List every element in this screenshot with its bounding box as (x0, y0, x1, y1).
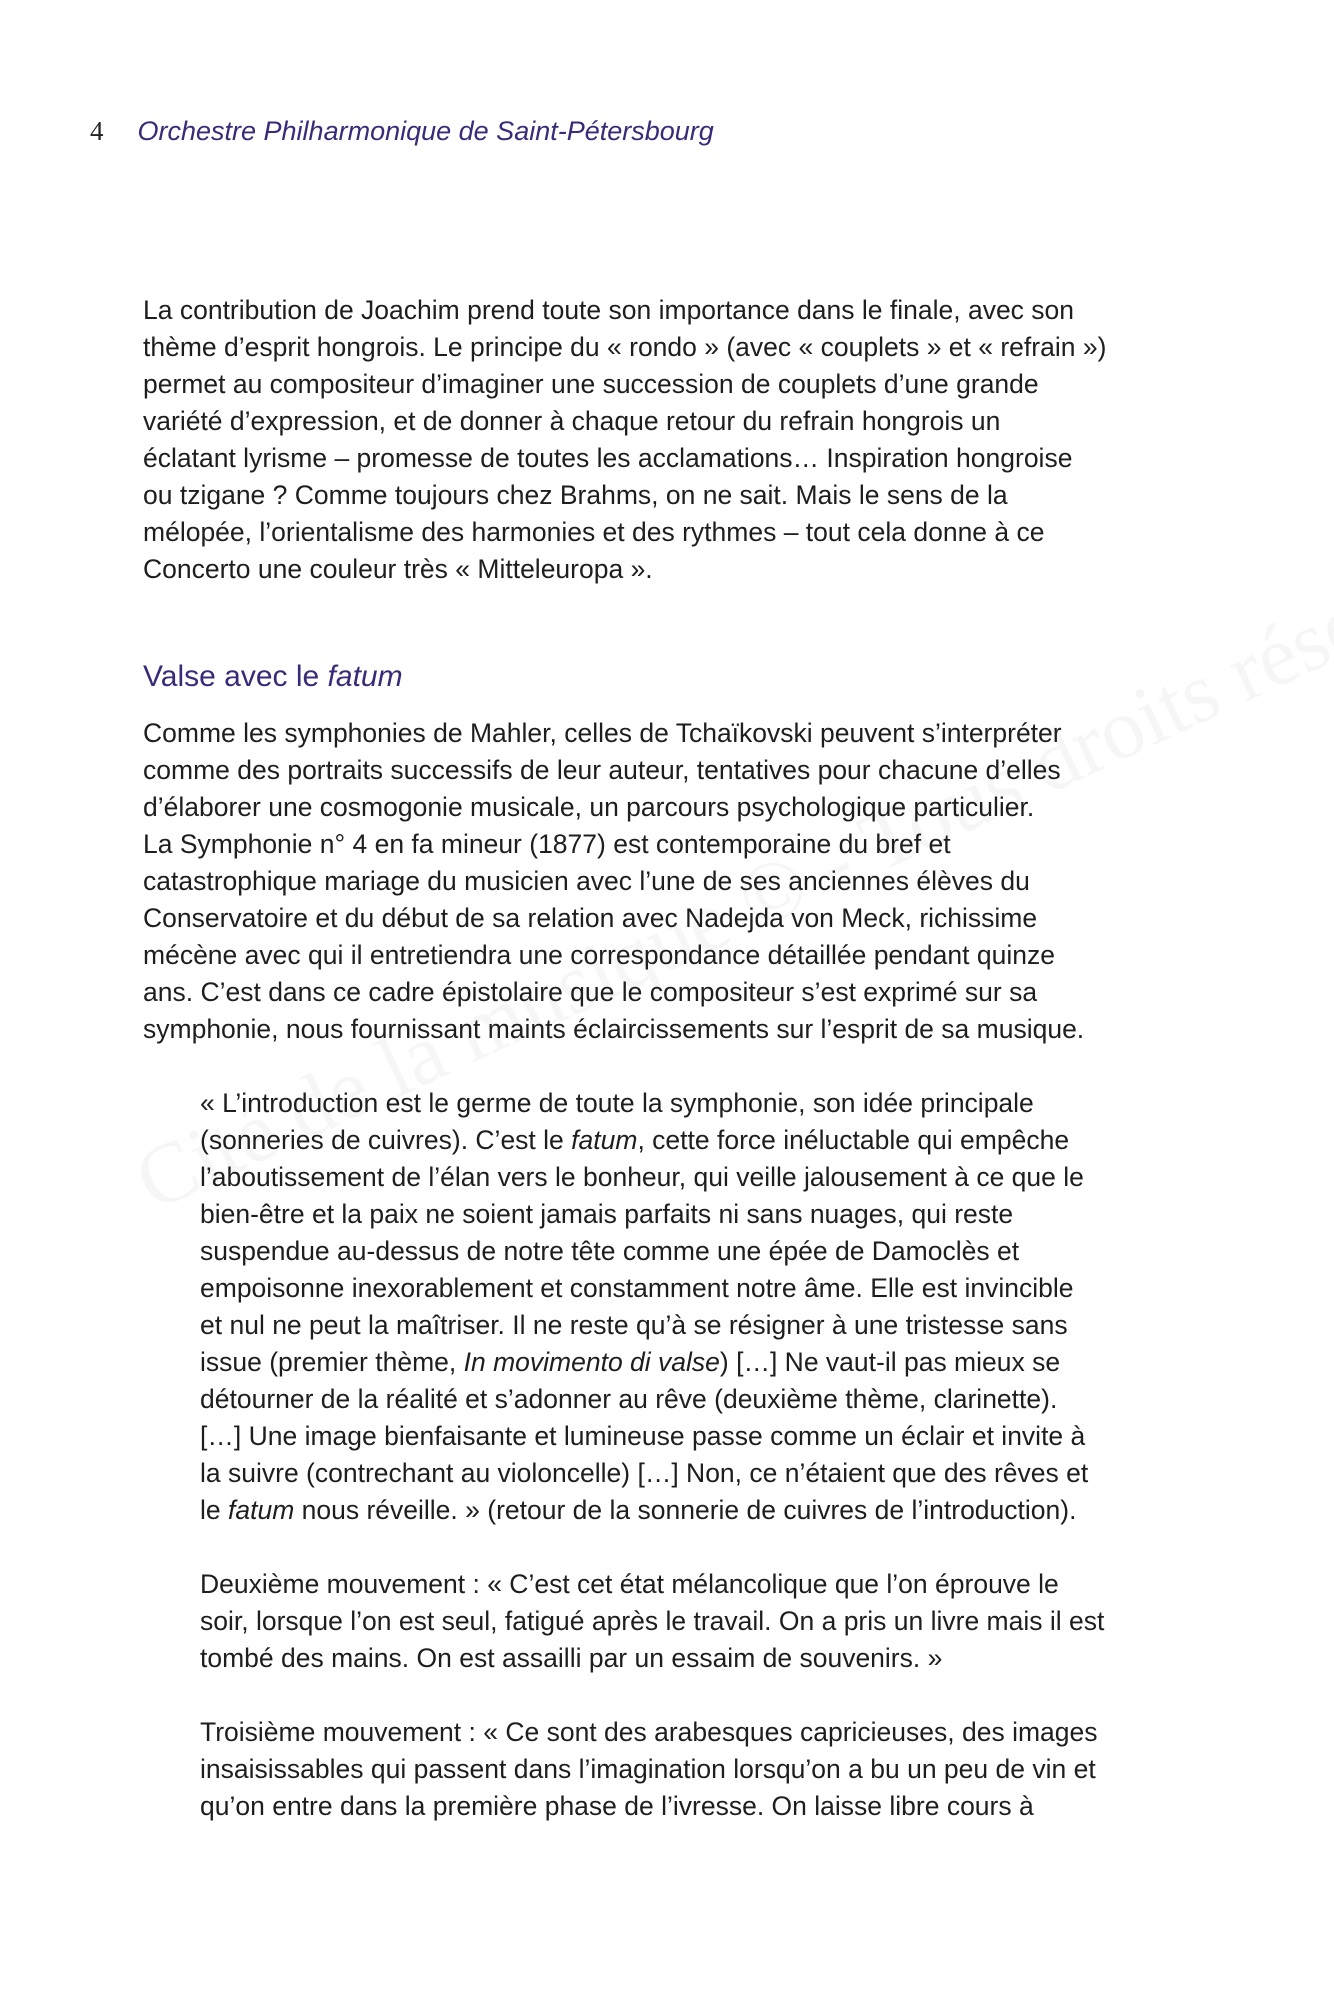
text-line: Troisième mouvement : « Ce sont des arabesques capricieuses, des images (200, 1717, 1098, 1747)
text-line: empoisonne inexorablement et constamment notre âme. Elle est invincible (200, 1273, 1074, 1303)
text-line: Deuxième mouvement : « C’est cet état mélancolique que l’on éprouve le (200, 1569, 1059, 1599)
text-line: détourner de la réalité et s’adonner au rêve (deuxième thème, clarinette). (200, 1384, 1058, 1414)
text-span: nous réveille. » (retour de la sonnerie de cuivres de l’introduction). (294, 1495, 1077, 1525)
text-line: d’élaborer une cosmogonie musicale, un parcours psychologique particulier. (143, 792, 1035, 822)
text-line: ans. C’est dans ce cadre épistolaire que le compositeur s’est exprimé sur sa (143, 977, 1038, 1007)
text-line (200, 1492, 1203, 1529)
intro-paragraph (143, 292, 1203, 588)
text-line: catastrophique mariage du musicien avec l’une de ses anciennes élèves du (143, 866, 1030, 896)
running-header (90, 116, 714, 147)
text-line: tombé des mains. On est assailli par un essaim de souvenirs. » (200, 1643, 943, 1673)
quote-third-movement (200, 1714, 1203, 1825)
text-line: la suivre (contrechant au violoncelle) […] Non, ce n’étaient que des rêves et (200, 1458, 1089, 1488)
text-line: ou tzigane ? Comme toujours chez Brahms, on ne sait. Mais le sens de la (143, 480, 1008, 510)
text-line: mécène avec qui il entretiendra une correspondance détaillée pendant quinze (143, 940, 1055, 970)
text-line: permet au compositeur d’imaginer une succession de couplets d’une grande (143, 369, 1039, 399)
text-line: Concerto une couleur très « Mitteleuropa ». (143, 554, 653, 584)
heading-text: Valse avec le (143, 660, 328, 693)
emphasis: fatum (571, 1125, 638, 1155)
text-line: Conservatoire et du début de sa relation avec Nadejda von Meck, richissime (143, 903, 1038, 933)
text-span: , cette force inéluctable qui empêche (637, 1125, 1070, 1155)
text-line: soir, lorsque l’on est seul, fatigué après le travail. On a pris un livre mais il est (200, 1606, 1105, 1636)
text-line: […] Une image bienfaisante et lumineuse passe comme un éclair et invite à (200, 1421, 1086, 1451)
text-line: l’aboutissement de l’élan vers le bonheur, qui veille jalousement à ce que le (200, 1162, 1084, 1192)
text-line: qu’on entre dans la première phase de l’ivresse. On laisse libre cours à (200, 1791, 1034, 1821)
text-line: insaisissables qui passent dans l’imagination lorsqu’on a bu un peu de vin et (200, 1754, 1096, 1784)
heading-emphasis: fatum (327, 660, 403, 693)
text-line: « L’introduction est le germe de toute la symphonie, son idée principale (200, 1088, 1034, 1118)
emphasis: In movimento di valse (463, 1347, 720, 1377)
text-line (200, 1344, 1203, 1381)
text-span: (sonneries de cuivres). C’est le (200, 1125, 572, 1155)
text-span: issue (premier thème, (200, 1347, 464, 1377)
body-paragraph (143, 715, 1203, 1048)
quote-second-movement (200, 1566, 1203, 1677)
text-line: La Symphonie n° 4 en fa mineur (1877) est contemporaine du bref et (143, 829, 951, 859)
text-line: Comme les symphonies de Mahler, celles de Tchaïkovski peuvent s’interpréter (143, 718, 1062, 748)
text-line: comme des portraits successifs de leur auteur, tentatives pour chacune d’elles (143, 755, 1061, 785)
text-span: ) […] Ne vaut-il pas mieux se (719, 1347, 1061, 1377)
section-heading (143, 658, 1203, 696)
text-line: variété d’expression, et de donner à chaque retour du refrain hongrois un (143, 406, 1001, 436)
text-line: éclatant lyrisme – promesse de toutes les acclamations… Inspiration hongroise (143, 443, 1073, 473)
text-line: suspendue au-dessus de notre tête comme une épée de Damoclès et (200, 1236, 1020, 1266)
text-line: mélopée, l’orientalisme des harmonies et des rythmes – tout cela donne à ce (143, 517, 1045, 547)
text-line: symphonie, nous fournissant maints éclaircissements sur l’esprit de sa musique. (143, 1014, 1085, 1044)
quote-introduction (200, 1085, 1203, 1529)
text-span: le (200, 1495, 228, 1525)
running-title: Orchestre Philharmonique de Saint-Pétersbourg (137, 116, 714, 146)
text-line: La contribution de Joachim prend toute son importance dans le finale, avec son (143, 295, 1075, 325)
text-line (200, 1122, 1203, 1159)
emphasis: fatum (228, 1495, 295, 1525)
text-line: thème d’esprit hongrois. Le principe du « rondo » (avec « couplets » et « refrain ») (143, 332, 1107, 362)
text-line: et nul ne peut la maîtriser. Il ne reste qu’à se résigner à une tristesse sans (200, 1310, 1068, 1340)
page-content (143, 292, 1203, 1825)
text-line: bien-être et la paix ne soient jamais parfaits ni sans nuages, qui reste (200, 1199, 1014, 1229)
page-number: 4 (90, 116, 104, 146)
